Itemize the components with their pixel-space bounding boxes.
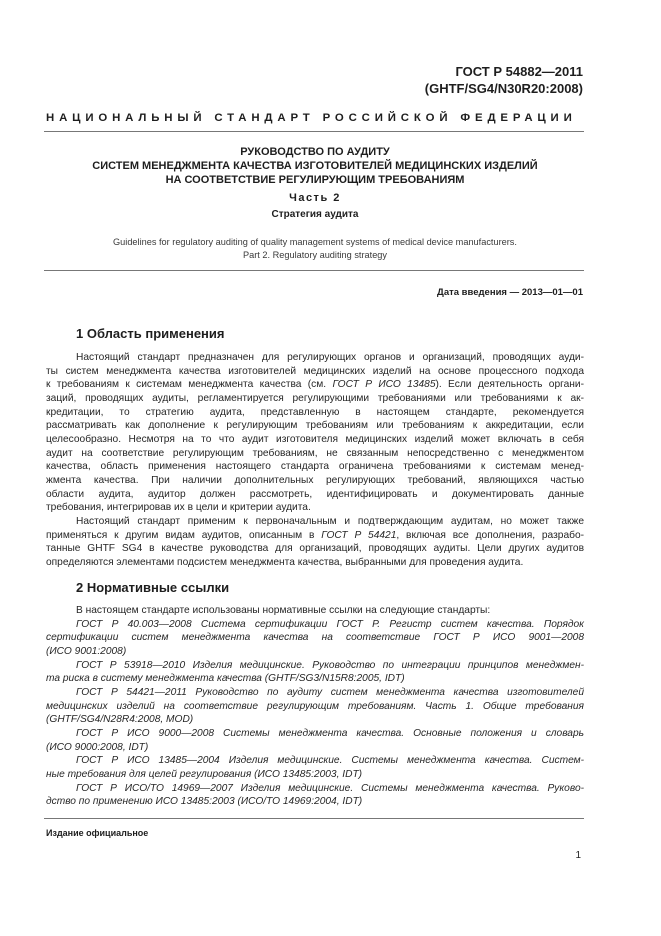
reference-line: сертификации систем менеджмента качества на соответствие ГОСТ Р ИСО 9001—2008 xyxy=(46,632,584,644)
text-line: ты систем менеджмента качества изготовителей медицинских изделий на основе процессного подхода xyxy=(46,365,584,377)
text-line: Настоящий стандарт применим к первоначальным и подтверждающим аудитам, но может также xyxy=(76,515,584,527)
text-line: кредитации, то стратегию аудита, представленную в настоящем стандарте, рекомендуется xyxy=(46,406,584,418)
text-line: танные GHTF SG4 в качестве руководства для организаций, проводящих аудиты. Цели других аудитов xyxy=(46,543,584,555)
standard-reference: ГОСТ Р ИСО 13485 xyxy=(332,379,436,391)
text-line: В настоящем стандарте использованы нормативные ссылки на следующие стандарты: xyxy=(76,605,491,616)
text-line: качества, область применения настоящего стандарта ограничена требованиями к системам менед- xyxy=(46,461,584,473)
standard-id: (GHTF/SG4/N30R20:2008) xyxy=(424,81,583,96)
reference-line: та риска в систему менеджмента качества (GHTF/SG3/N15R8:2005, IDT) xyxy=(46,673,405,685)
part-title: Стратегия аудита xyxy=(271,209,359,220)
part-label: Часть 2 xyxy=(289,192,341,204)
reference-line: дство по применению ИСО 13485:2003 (ИСО/ТО 14969:2004, IDT) xyxy=(46,796,363,808)
text-line xyxy=(46,378,584,392)
text-line: Настоящий стандарт предназначен для регулирующих органов и организаций, проводящих ауди- xyxy=(76,352,584,363)
edition-label: Издание официальное xyxy=(46,828,149,838)
text-run: к требованиям к системам менеджмента качества (см. xyxy=(46,379,327,391)
text-line: рассматривать как дополнение к регулирующим требованиям или требованиям к аккредитации, если xyxy=(46,420,584,432)
text-line: жмента качества. При наличии дополнительных регулирующих требований, являющихся частью xyxy=(46,474,584,486)
text-line: области аудита, аудитор должен рассмотреть, идентифицировать и документировать данные xyxy=(46,488,584,500)
text-line: целесообразно. Несмотря на то что аудит изготовителя медицинских изделий может включать в себя xyxy=(46,433,584,445)
text-run: применяться к другим видам аудитов, описанным в xyxy=(46,529,315,541)
text-run: , включая все дополнения, разрабо- xyxy=(396,529,585,541)
reference-line: ГОСТ Р ИСО 9000—2008 Системы менеджмента качества. Основные положения и словарь xyxy=(76,727,584,739)
text-line: аудит на соответствие регулирующим требованиям, не связанным непосредственно с менеджментом xyxy=(46,447,584,459)
text-run: ). Если деятельность органи- xyxy=(435,379,584,391)
reference-line: (ИСО 9000:2008, IDT) xyxy=(46,741,149,753)
title-line-3: НА СООТВЕТСТВИЕ РЕГУЛИРУЮЩИМ ТРЕБОВАНИЯМ xyxy=(165,174,465,186)
reference-line: ГОСТ Р 40.003—2008 Система сертификации ГОСТ Р. Регистр систем качества. Порядок xyxy=(76,618,584,630)
reference-line: ГОСТ Р ИСО/ТО 14969—2007 Изделия медицинские. Системы менеджмента качества. Руково- xyxy=(76,782,584,794)
page-number: 1 xyxy=(575,850,581,861)
text-line: определяются элементами подсистем менеджмента качества, выбранными для проведения аудита. xyxy=(46,556,524,568)
national-standard-header: НАЦИОНАЛЬНЫЙ СТАНДАРТ РОССИЙСКОЙ ФЕДЕРАЦИИ xyxy=(46,112,577,124)
footer-rule xyxy=(44,818,584,819)
reference-line: (GHTF/SG4/N28R4:2008, MOD) xyxy=(46,714,194,726)
document-title xyxy=(46,145,584,187)
english-title-line-1: Guidelines for regulatory auditing of quality management systems of medical device manufacturers. xyxy=(113,237,517,247)
reference-line: (ИСО 9001:2008) xyxy=(46,645,127,657)
text-line xyxy=(46,529,584,543)
standard-number: ГОСТ Р 54882—2011 xyxy=(455,64,583,79)
standard-reference: ГОСТ Р 54421 xyxy=(321,529,397,541)
english-title xyxy=(46,236,584,262)
english-title-line-2: Part 2. Regulatory auditing strategy xyxy=(242,250,388,260)
reference-line: ГОСТ Р ИСО 13485—2004 Изделия медицинские. Системы менеджмента качества. Систем- xyxy=(76,755,584,767)
reference-line: ГОСТ Р 53918—2010 Изделия медицинские. Руководство по интеграции принципов менеджмен- xyxy=(76,659,584,671)
text-line: заций, проводящих аудиты, регламентируется регулирующими требованиями или требованиями к ак- xyxy=(46,392,584,404)
effective-date: Дата введения — 2013—01—01 xyxy=(437,287,583,298)
reference-line: ГОСТ Р 54421—2011 Руководство по аудиту систем менеджмента качества изготовителей xyxy=(76,686,584,698)
section-1-heading: 1 Область применения xyxy=(76,326,225,341)
title-line-2: СИСТЕМ МЕНЕДЖМЕНТА КАЧЕСТВА ИЗГОТОВИТЕЛЕЙ МЕДИЦИНСКИХ ИЗДЕЛИЙ xyxy=(92,160,538,172)
reference-line: ные требования для целей регулирования (ИСО 13485:2003, IDT) xyxy=(46,768,363,780)
section-2-body xyxy=(46,604,584,809)
standard-number-block xyxy=(425,63,583,97)
reference-line: медицинских изделий на соответствие регулирующим требованиям. Часть 1. Общие требования xyxy=(46,700,584,712)
title-rule xyxy=(44,270,584,271)
text-line: требования, интегрировав их в цели и критерии аудита. xyxy=(46,502,311,514)
section-1-body xyxy=(46,351,584,570)
section-2-heading: 2 Нормативные ссылки xyxy=(76,580,230,595)
title-line-1: РУКОВОДСТВО ПО АУДИТУ xyxy=(240,146,390,158)
header-rule xyxy=(44,131,584,132)
